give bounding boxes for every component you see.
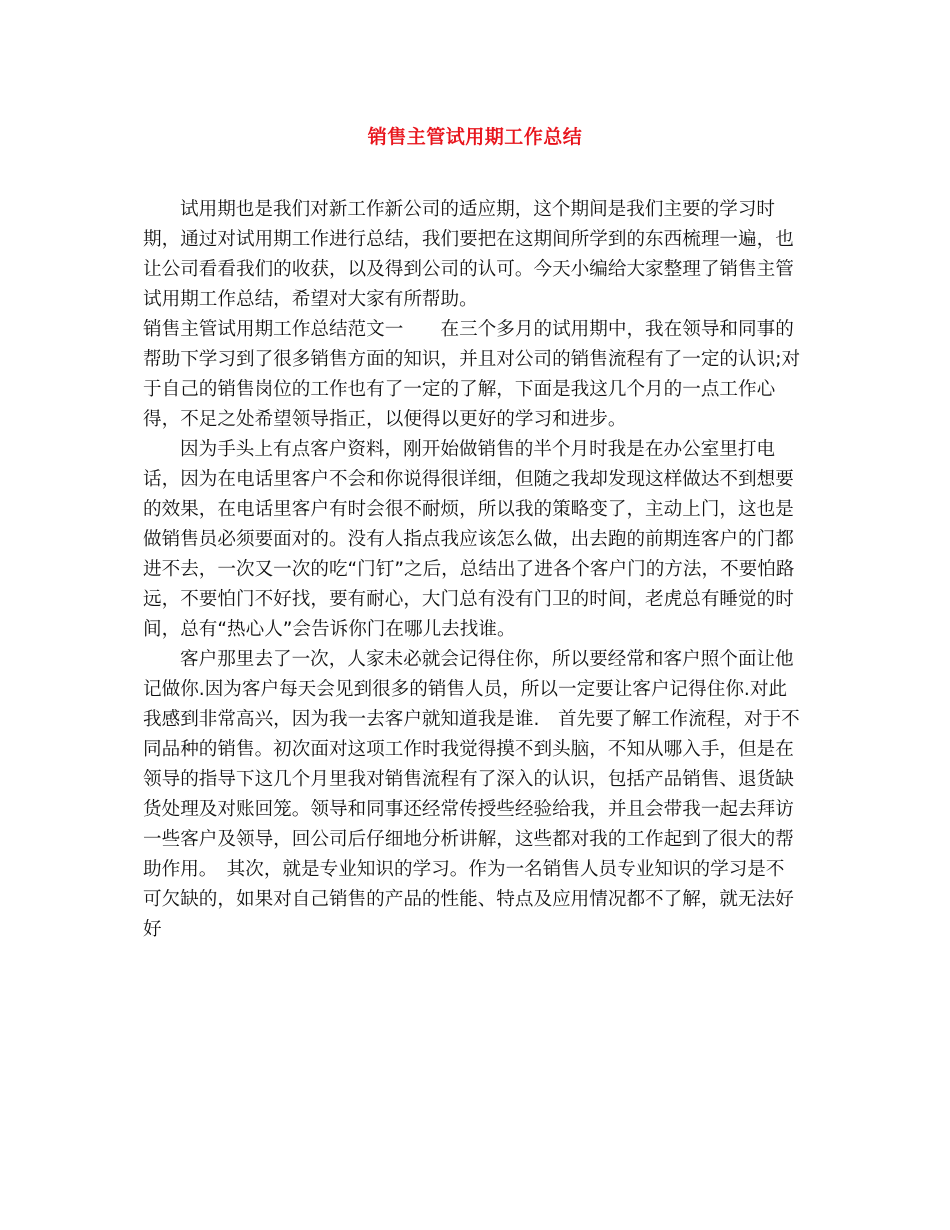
paragraph-intro: 试用期也是我们对新工作新公司的适应期，这个期间是我们主要的学习时期，通过对试用期工作进行总结，我们要把在这期间所学到的东西梳理一遍，也让公司看看我们的收获，以及得到公司的认可。今天小编给大家整理了销售主管试用期工作总结，希望对大家有所帮助。 (143, 199, 794, 310)
paragraph-phone-calls: 因为手头上有点客户资料，刚开始做销售的半个月时我是在办公室里打电话，因为在电话里客户不会和你说得很详细，但随之我却发现这样做达不到想要的效果，在电话里客户有时会很不耐烦，所以我的策略变了，主动上门，这也是做销售员必须要面对的。没有人指点我应该怎么做，出去跑的前期连客户的门都进不去，一次又一次的吃“门钉”之后，总结出了进各个客户门的方法，不要怕路远，不要怕门不好找，要有耐心，大门总有没有门卫的时间，老虎总有睡觉的时间，总有“热心人”会告诉你门在哪儿去找谁。 (143, 439, 795, 640)
paragraph-customer-visits: 客户那里去了一次，人家未必就会记得住你，所以要经常和客户照个面让他记做你.因为客户每天会见到很多的销售人员，所以一定要让客户记得住你.对此我感到非常高兴，因为我一去客户就知道我是谁. 首先要了解工作流程，对于不同品种的销售。初次面对这项工作时我觉得摸不到头脑，不知从哪入手，但是在领导的指导下这几个月里我对销售流程有了深入的认识，包括产品销售、退货缺货处理及对账回笼。领导和同事还经常传授些经验给我，并且会带我一起去拜访一些客户及领导，回公司后仔细地分析讲解，这些都对我的工作起到了很大的帮助作用。 其次，就是专业知识的学习。作为一名销售人员专业知识的学习是不可欠缺的，如果对自己销售的产品的性能、特点及应用情况都不了解，就无法好好 (143, 649, 800, 940)
document-title: 销售主管试用期工作总结 (367, 126, 583, 148)
document-body (143, 195, 803, 945)
paragraph-sample-one: 销售主管试用期工作总结范文一 在三个多月的试用期中，我在领导和同事的帮助下学习到了很多销售方面的知识，并且对公司的销售流程有了一定的认识;对于自己的销售岗位的工作也有了一定的了解，下面是我这几个月的一点工作心得，不足之处希望领导指正，以便得以更好的学习和进步。 (143, 319, 801, 430)
